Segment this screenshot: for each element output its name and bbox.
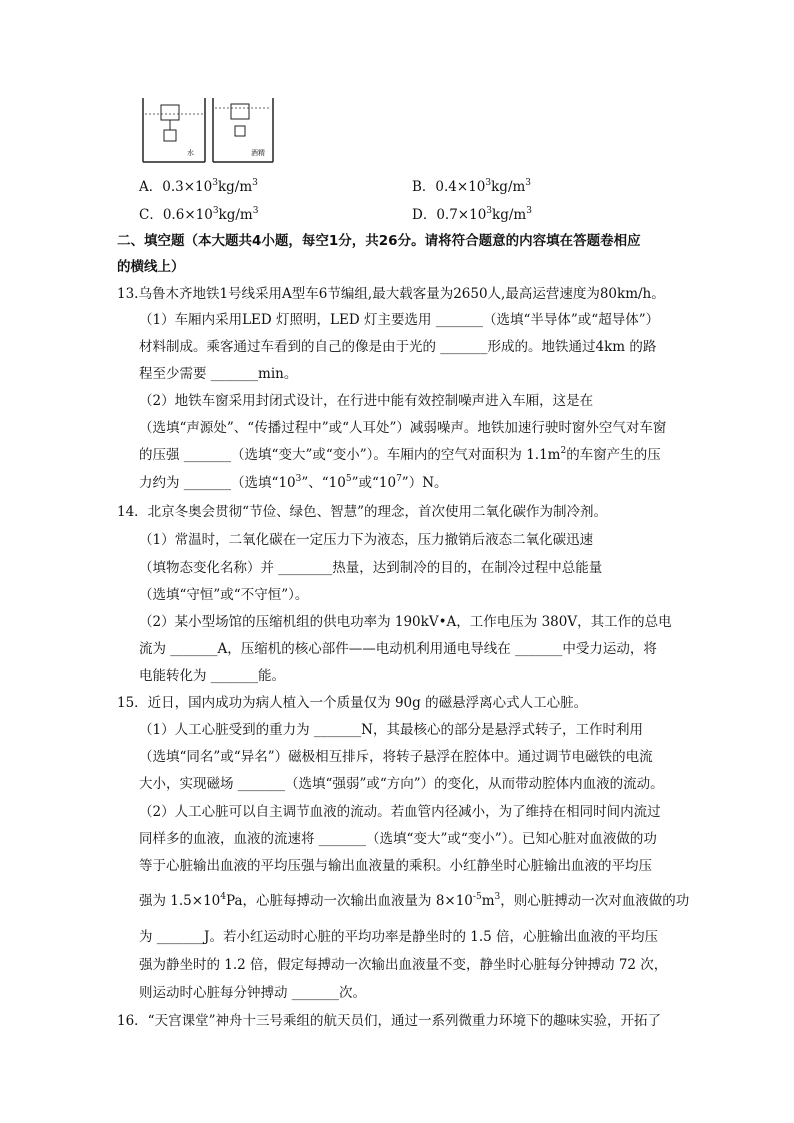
q15-line: 等于心脏输出血液的平均压强与输出血液量的乘积。小红静坐时心脏输出血液的平均压: [139, 858, 652, 874]
q14-line: （1）常温时，二氧化碳在一定压力下为液态，压力撤销后液态二氧化碳迅速: [139, 532, 594, 548]
q13-line: （2）地铁车窗采用封闭式设计，在行进中能有效控制噪声进入车厢，这是在: [139, 393, 594, 409]
q13-line: 的压强 _______（选填“变大”或“变小”）。车厢内的空气对面积为 $1.1m^2$的车窗产生的压: [139, 446, 661, 463]
option-a-value: 0.3×10: [162, 179, 213, 195]
q13-line: 程至少需要 _______min。: [139, 366, 298, 382]
q15-line: （1）人工心脏受到的重力为 _______N，其最核心的部分是悬浮式转子，工作时利用: [139, 722, 643, 738]
section-heading-cont: 的横线上）: [117, 259, 185, 275]
q14-stem: 14．北京冬奥会贯彻“节俭、绿色、智慧”的理念，首次使用二氧化碳作为制冷剂。: [117, 504, 607, 520]
option-c-exp: 3: [212, 206, 219, 216]
q13-line: 材料制成。乘客通过车看到的自己的像是由于光的 _______形成的。地铁通过4km 的路: [139, 339, 657, 355]
option-c-unit-exp: 3: [252, 206, 259, 216]
q13-line: （1）车厢内采用LED 灯照明，LED 灯主要选用 _______（选填“半导体”或“超导体”）: [139, 312, 660, 328]
q15-line: 则运动时心脏每分钟搏动 _______次。: [139, 985, 367, 1001]
q14-line: 流为 _______A，压缩机的核心部件——电动机利用通电导线在 _______中受力运动，将: [139, 641, 657, 657]
q15-line: （选填“同名”或“异名”）磁极相互排斥，将转子悬浮在腔体中。通过调节电磁铁的电流: [139, 749, 653, 765]
q16-stem: 16．“天宫课堂”神舟十三号乘组的航天员们，通过一系列微重力环境下的趣味实验，开拓了: [117, 1013, 661, 1029]
option-a-letter: A．: [139, 179, 163, 195]
section-heading: 二、填空题（本大题共4小题，每空1分，共26分。请将符合题意的内容填在答题卷相应: [117, 233, 641, 249]
q15-line: 为 _______J。若小红运动时心脏的平均功率是静坐时的 1.5 倍，心脏输出血液的平均压: [139, 929, 659, 945]
q15-line: 大小，实现磁场 _______（选填“强弱”或“方向”）的变化，从而带动腔体内血液的流动。: [139, 776, 664, 792]
option-c[interactable]: [139, 203, 258, 223]
option-a[interactable]: [139, 175, 258, 195]
option-a-unit: kg/m: [217, 179, 253, 195]
option-d-letter: D．: [412, 207, 437, 223]
option-b-unit-exp: 3: [525, 178, 532, 188]
q14-line: （2）某小型场馆的压缩机组的供电功率为 190kV•A，工作电压为 380V，其工作的总电: [139, 614, 672, 630]
option-b-letter: B．: [412, 179, 436, 195]
q15-line: （2）人工心脏可以自主调节血液的流动。若血管内径减小，为了维持在相同时间内流过: [139, 804, 661, 820]
option-b-value: 0.4×10: [435, 179, 486, 195]
q15-line: 强为静坐时的 1.2 倍，假定每搏动一次输出血液量不变，静坐时心脏每分钟搏动 72 次，: [139, 957, 668, 973]
option-a-exp: 3: [212, 178, 218, 188]
option-d-unit: kg/m: [492, 207, 527, 223]
label-alcohol: 酒精: [251, 149, 265, 157]
option-c-unit: kg/m: [218, 207, 253, 223]
q14-line: （填物态变化名称）并 ________热量，达到制冷的目的，在制冷过程中总能量: [139, 560, 603, 576]
q13-line: （选填“声源处”、“传播过程中”或“人耳处”）减弱噪声。地铁加速行驶时窗外空气对车窗: [139, 420, 667, 436]
q13-line: 力约为 _______（选填“$10^3$”、“$10^5$”或“$10^7”)N$。: [139, 474, 448, 491]
q15-stem: 15．近日，国内成功为病人植入一个质量仅为 90g 的磁悬浮离心式人工心脏。: [117, 695, 588, 711]
q13-stem: 13.乌鲁木齐地铁1号线采用A型车6节编组,最大载客量为2650人,最高运营速度为80km/h。: [117, 286, 665, 302]
q15-line: 强为 $1.5\times 10^4Pa$，心脏每搏动一次输出血液量为 $8\times 10^{-5}m^3$，则心脏搏动一次对血液做的功: [139, 892, 690, 909]
option-b-exp: 3: [485, 178, 492, 188]
q14-line: 电能转化为 _______能。: [139, 668, 286, 684]
option-c-letter: C．: [139, 207, 163, 223]
option-c-value: 0.6×10: [162, 207, 213, 223]
label-water: 水: [187, 149, 194, 157]
option-a-unit-exp: 3: [252, 178, 258, 188]
option-d-exp: 3: [486, 206, 493, 216]
option-d-value: 0.7×10: [436, 207, 487, 223]
option-b-unit: kg/m: [491, 179, 526, 195]
option-d[interactable]: [412, 203, 532, 223]
option-d-unit-exp: 3: [526, 206, 532, 216]
figure-beakers: [135, 96, 275, 170]
left-beaker: [143, 98, 205, 162]
option-b[interactable]: [412, 175, 531, 195]
q14-line: （选填“守恒”或“不守恒”）。: [139, 587, 309, 603]
q15-line: 同样多的血液，血液的流速将 _______（选填“变大”或“变小”）。已知心脏对血液做的功: [139, 831, 657, 847]
